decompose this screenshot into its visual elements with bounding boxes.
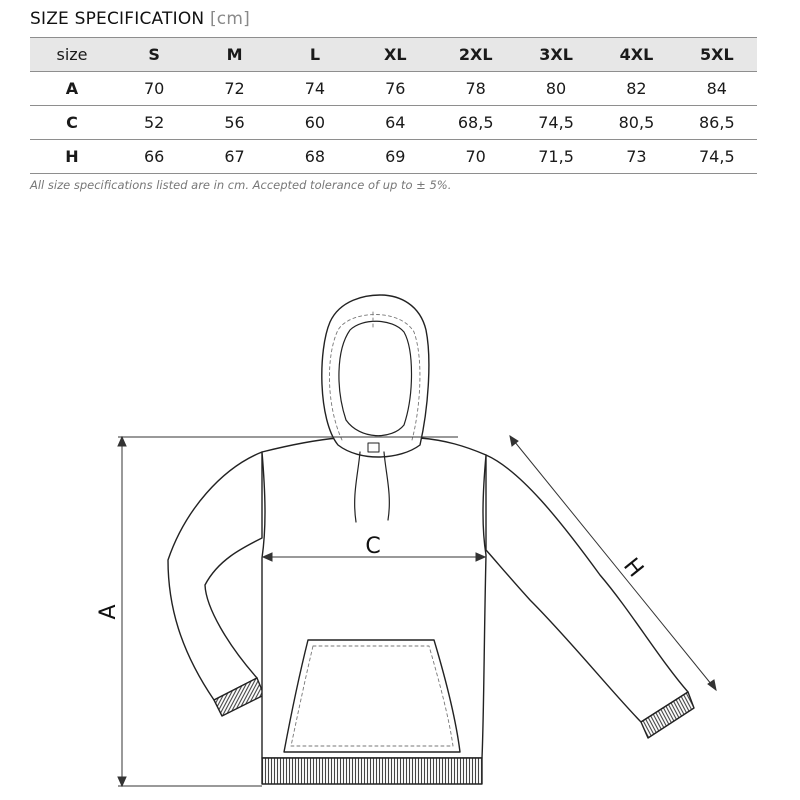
table-cell: 68,5 <box>436 106 516 140</box>
size-header-label: size <box>30 38 114 72</box>
size-header-cell: 5XL <box>677 38 757 72</box>
title-unit: [cm] <box>209 9 250 29</box>
measurement-a-arrow-top <box>118 437 126 446</box>
row-label: C <box>30 106 114 140</box>
size-header-cell: 2XL <box>436 38 516 72</box>
table-cell: 74,5 <box>677 140 757 174</box>
table-cell: 70 <box>114 72 194 106</box>
table-cell: 84 <box>677 72 757 106</box>
row-label: A <box>30 72 114 106</box>
size-header-cell: L <box>275 38 355 72</box>
left-sleeve <box>168 452 262 700</box>
table-cell: 69 <box>355 140 435 174</box>
measurement-a-arrow-bottom <box>118 777 126 786</box>
hem-band <box>262 758 482 784</box>
size-header-cell: 4XL <box>596 38 676 72</box>
table-cell: 52 <box>114 106 194 140</box>
table-cell: 72 <box>194 72 274 106</box>
size-header-cell: S <box>114 38 194 72</box>
table-cell: 66 <box>114 140 194 174</box>
table-cell: 78 <box>436 72 516 106</box>
title-main: SIZE SPECIFICATION <box>30 9 205 29</box>
row-label: H <box>30 140 114 174</box>
hood-outer <box>322 295 429 457</box>
tolerance-note: All size specifications listed are in cm. Accepted tolerance of up to ± 5%. <box>30 178 452 192</box>
right-sleeve <box>486 455 688 722</box>
table-cell: 64 <box>355 106 435 140</box>
right-cuff <box>641 692 694 738</box>
table-cell: 76 <box>355 72 435 106</box>
size-header-cell: 3XL <box>516 38 596 72</box>
size-header-cell: M <box>194 38 274 72</box>
table-cell: 68 <box>275 140 355 174</box>
table-cell: 86,5 <box>677 106 757 140</box>
table-cell: 73 <box>596 140 676 174</box>
table-cell: 71,5 <box>516 140 596 174</box>
table-cell: 82 <box>596 72 676 106</box>
table-cell: 67 <box>194 140 274 174</box>
measurement-h <box>510 436 716 690</box>
table-cell: 74,5 <box>516 106 596 140</box>
size-header-cell: XL <box>355 38 435 72</box>
measurement-c-label: C <box>365 534 381 559</box>
measurement-h-line <box>510 436 716 690</box>
table-cell: 74 <box>275 72 355 106</box>
table-cell: 80 <box>516 72 596 106</box>
table-cell: 60 <box>275 106 355 140</box>
table-cell: 70 <box>436 140 516 174</box>
table-cell: 56 <box>194 106 274 140</box>
measurement-a-label: A <box>96 604 121 620</box>
measurement-h-label: H <box>618 553 648 583</box>
hoodie-icon <box>168 295 694 784</box>
left-cuff <box>214 678 264 716</box>
table-cell: 80,5 <box>596 106 676 140</box>
